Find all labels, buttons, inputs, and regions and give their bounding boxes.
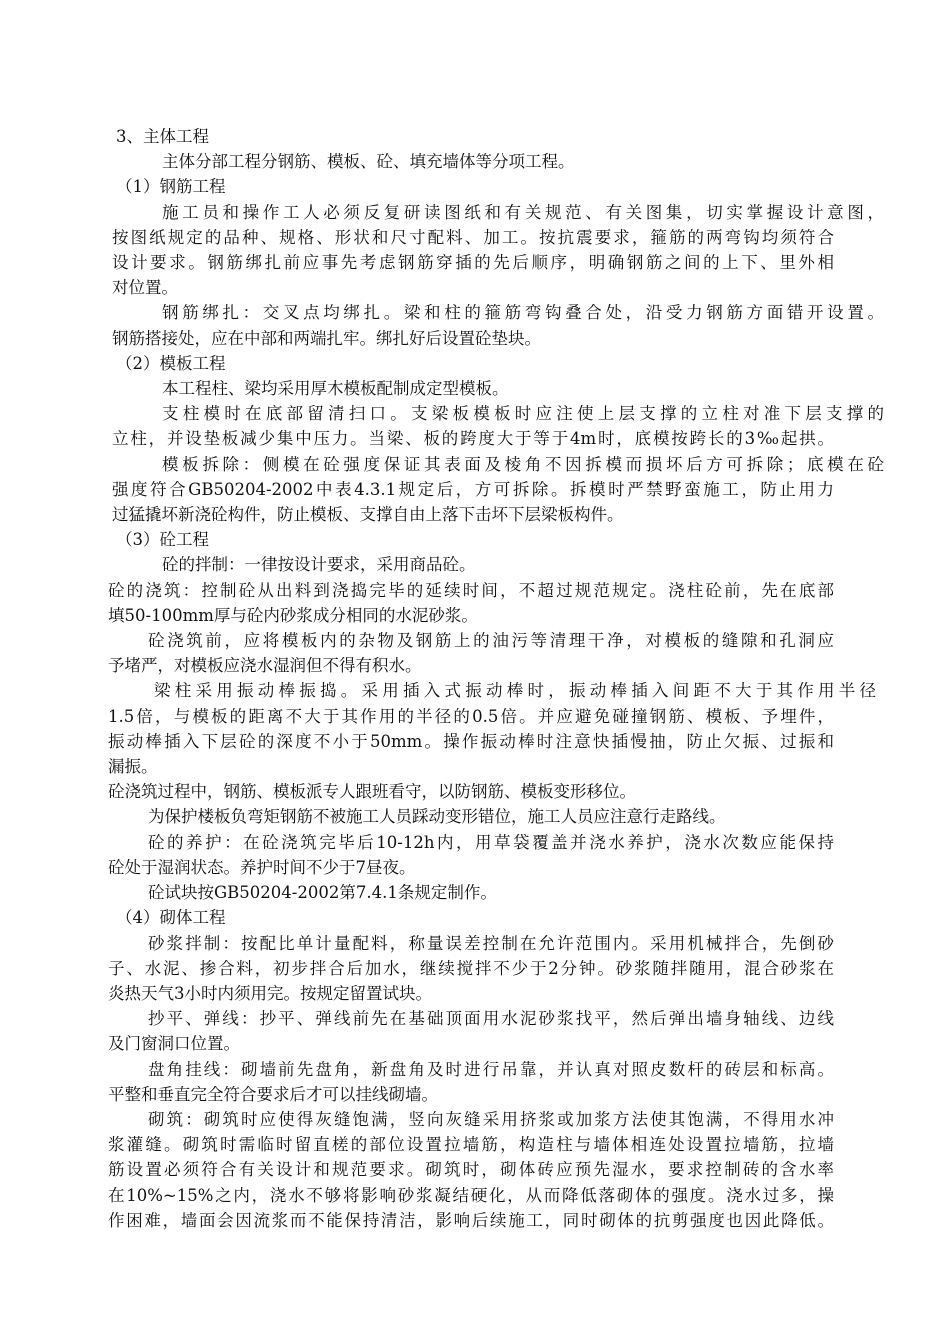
section-heading: 3、主体工程: [116, 127, 209, 146]
masonry-p4-line: 浆灌缝。砌筑时需临时留直槎的部位设置拉墙筋，构造柱与墙体相连处设置拉墙筋，拉墙: [108, 1135, 834, 1155]
formwork-p1: 本工程柱、梁均采用厚木模板配制成定型模板。: [162, 379, 509, 399]
concrete-p3-line: 予堵严，对模板应浇水湿润但不得有积水。: [108, 656, 422, 676]
formwork-p2-line: 立柱，并设垫板减少集中压力。当梁、板的跨度大于等于4m时，底模按跨长的3‰起拱。: [112, 429, 834, 449]
masonry-p3-line: 盘角挂线：砌墙前先盘角，新盘角及时进行吊靠，并认真对照皮数杆的砖层和标高。: [148, 1059, 834, 1079]
masonry-p2-line: 抄平、弹线：抄平、弹线前先在基础顶面用水泥砂浆找平，然后弹出墙身轴线、边线: [148, 1009, 834, 1029]
concrete-p8: 砼试块按GB50204-2002第7.4.1条规定制作。: [148, 883, 497, 903]
masonry-p1-line: 砂浆拌制：按配比单计量配料，称量误差控制在允许范围内。采用机械拌合，先倒砂: [148, 933, 834, 953]
concrete-p6: 为保护楼板负弯矩钢筋不被施工人员踩动变形错位，施工人员应注意行走路线。: [148, 807, 726, 827]
concrete-p1: 砼的拌制：一律按设计要求，采用商品砼。: [162, 555, 476, 575]
rebar-p2-line: 钢筋搭接处，应在中部和两端扎牢。绑扎好后设置砼垫块。: [112, 328, 541, 348]
section-intro: 主体分部工程分钢筋、模板、砼、填充墙体等分项工程。: [162, 152, 575, 172]
document-page: [108, 124, 884, 1233]
concrete-p2-line: 填50-100mm厚与砼内砂浆成分相同的水泥砂浆。: [108, 605, 478, 625]
formwork-p2-line: 支柱模时在底部留清扫口。支梁板模板时应注使上层支撑的立柱对准下层支撑的: [162, 404, 884, 424]
masonry-p1-line: 子、水泥、掺合料，初步拌合后加水，继续搅拌不少于2分钟。砂浆随拌随用，混合砂浆在: [108, 958, 834, 978]
concrete-p4-line: 漏振。: [108, 757, 158, 777]
masonry-p4-line: 筋设置必须符合有关设计和规范要求。砌筑时，砌体砖应预先湿水，要求控制砖的含水率: [108, 1160, 834, 1180]
rebar-p1-line: 设计要求。钢筋绑扎前应事先考虑钢筋穿插的先后顺序，明确钢筋之间的上下、里外相: [112, 253, 834, 273]
concrete-title: （3）砼工程: [116, 530, 209, 550]
formwork-title: （2）模板工程: [116, 353, 226, 373]
concrete-p3-line: 砼浇筑前，应将模板内的杂物及钢筋上的油污等清理干净，对模板的缝隙和孔洞应: [148, 631, 834, 651]
masonry-p3-line: 平整和垂直完全符合要求后才可以挂线砌墙。: [108, 1084, 438, 1104]
concrete-p7-line: 砼的养护：在砼浇筑完毕后10-12h内，用草袋覆盖并浇水养护，浇水次数应能保持: [148, 832, 834, 852]
concrete-p7-line: 砼处于湿润状态。养护时间不少于7昼夜。: [108, 857, 416, 877]
rebar-title: （1）钢筋工程: [116, 177, 226, 197]
formwork-p3-line: 强度符合GB50204-2002中表4.3.1规定后，方可拆除。拆模时严禁野蛮施工，防止用力: [112, 479, 834, 499]
masonry-p4-line: 在10%~15%之内，浇水不够将影响砂浆凝结硬化，从而降低落砌体的强度。浇水过多，操: [108, 1185, 834, 1205]
rebar-p1-line: 施工员和操作工人必须反复研读图纸和有关规范、有关图集，切实掌握设计意图，: [162, 202, 884, 222]
masonry-title: （4）砌体工程: [116, 908, 226, 928]
masonry-p4-line: 作困难，墙面会因流浆而不能保持清洁，影响后续施工，同时砌体的抗剪强度也因此降低。: [108, 1210, 834, 1230]
concrete-p5: 砼浇筑过程中，钢筋、模板派专人跟班看守，以防钢筋、模板变形移位。: [108, 782, 636, 802]
masonry-p2-line: 及门窗洞口位置。: [108, 1034, 240, 1054]
rebar-p2-line: 钢筋绑扎：交叉点均绑扎。梁和柱的箍筋弯钩叠合处，沿受力钢筋方面错开设置。: [162, 303, 884, 323]
concrete-p4-line: 梁柱采用振动棒振捣。采用插入式振动棒时，振动棒插入间距不大于其作用半径: [154, 681, 876, 701]
rebar-p1-line: 对位置。: [112, 278, 178, 298]
concrete-p4-line: 1.5倍，与模板的距离不大于其作用的半径的0.5倍。并应避免碰撞钢筋、模板、予埋件，: [108, 706, 834, 726]
formwork-p3-line: 过猛撬坏新浇砼构件，防止模板、支撑自由上落下击坏下层梁板构件。: [112, 505, 624, 525]
masonry-p4-line: 砌筑：砌筑时应使得灰缝饱满，竖向灰缝采用挤浆或加浆方法使其饱满，不得用水冲: [148, 1109, 834, 1129]
rebar-p1-line: 按图纸规定的品种、规格、形状和尺寸配料、加工。按抗震要求，箍筋的两弯钩均须符合: [112, 227, 834, 247]
formwork-p3-line: 模板拆除：侧模在砼强度保证其表面及棱角不因拆模而损坏后方可拆除；底模在砼: [162, 454, 884, 474]
masonry-p1-line: 炎热天气3小时内须用完。按规定留置试块。: [108, 983, 432, 1003]
concrete-p4-line: 振动棒插入下层砼的深度不小于50mm。操作振动棒时注意快插慢抽，防止欠振、过振和: [108, 731, 834, 751]
concrete-p2-line: 砼的浇筑：控制砼从出料到浇捣完毕的延续时间，不超过规范规定。浇柱砼前，先在底部: [108, 580, 834, 600]
